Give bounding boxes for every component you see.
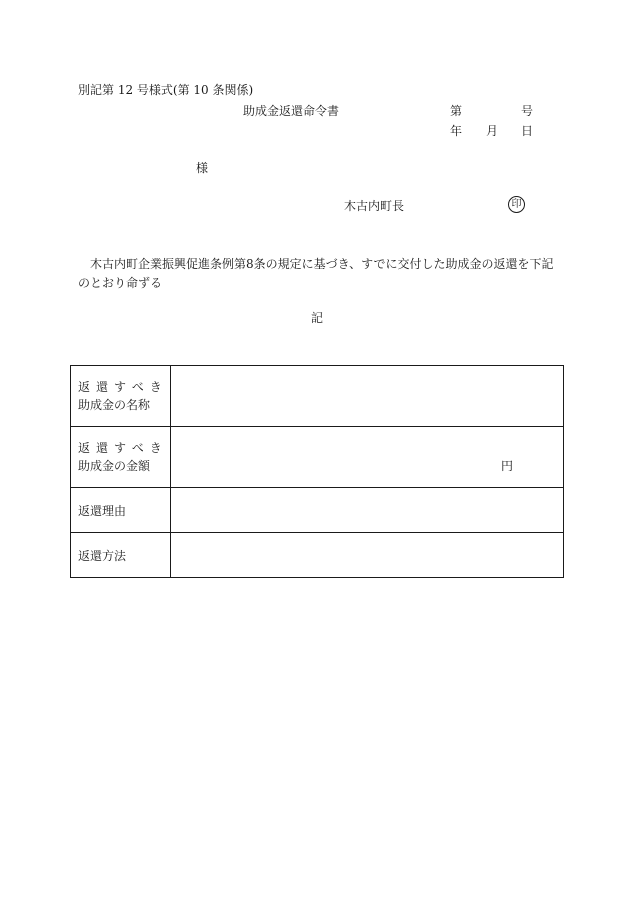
date-month-label: 月 [486, 124, 499, 138]
row-label: 返還方法 [71, 533, 171, 578]
label-line: 返還すべき [78, 380, 168, 394]
detail-table [70, 365, 564, 578]
row-label: 返還理由 [71, 488, 171, 533]
number-prefix: 第 [450, 104, 463, 118]
issuer-name: 木古内町長 [344, 199, 405, 213]
form-label: 別記第 12 号様式(第 10 条関係) [78, 83, 254, 97]
method-field[interactable] [171, 533, 564, 578]
subsidy-name-field[interactable] [171, 366, 564, 427]
row-label [71, 427, 171, 488]
date-year-label: 年 [450, 124, 463, 138]
table-row-subsidy-amount [71, 427, 564, 488]
number-suffix: 号 [521, 104, 534, 118]
subsidy-amount-cell [171, 427, 564, 488]
table-row-reason [71, 488, 564, 533]
table-row-subsidy-name [71, 366, 564, 427]
yen-unit: 円 [500, 459, 513, 473]
label-line: 助成金の金額 [78, 459, 151, 473]
date-day-label: 日 [521, 124, 534, 138]
document-title: 助成金返還命令書 [243, 104, 340, 118]
table-row-method [71, 533, 564, 578]
addressee-suffix: 様 [196, 161, 209, 175]
label-line: 返還すべき [78, 441, 168, 455]
seal-mark-icon: 印 [508, 196, 525, 213]
label-line: 助成金の名称 [78, 398, 151, 412]
reason-field[interactable] [171, 488, 564, 533]
body-text: 木古内町企業振興促進条例第8条の規定に基づき、すでに交付した助成金の返還を下記のとおり命ずる [78, 257, 554, 290]
ki-heading: 記 [311, 311, 324, 325]
row-label [71, 366, 171, 427]
